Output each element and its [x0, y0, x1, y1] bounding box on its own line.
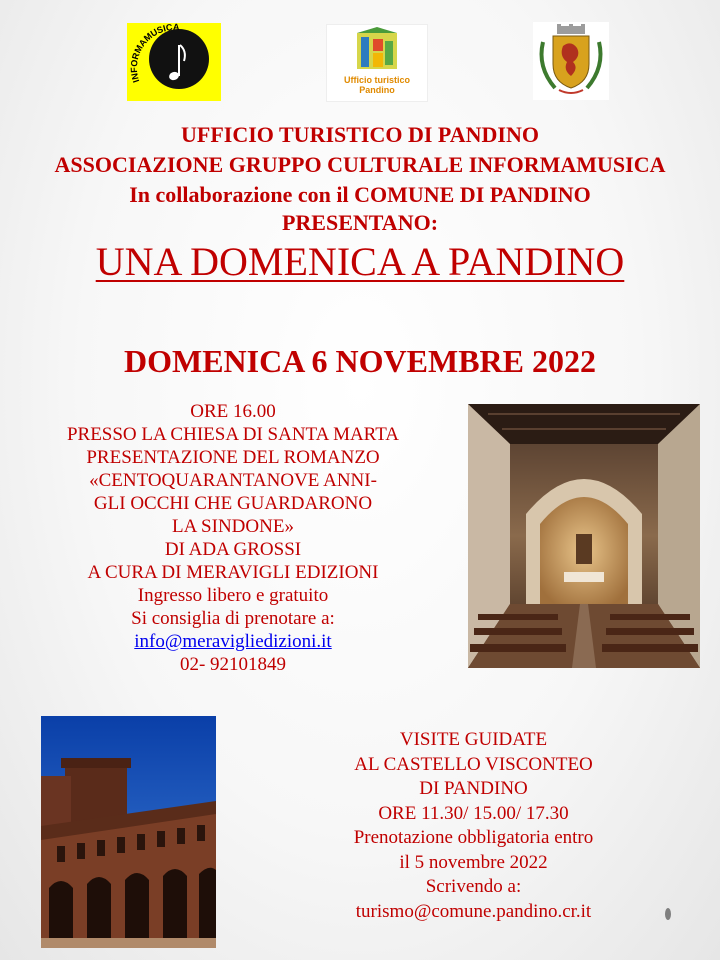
- event-line: PRESENTAZIONE DEL ROMANZO: [86, 447, 380, 468]
- visits-line: VISITE GUIDATE: [399, 729, 548, 750]
- music-note-icon: [127, 23, 221, 101]
- tourist-office-icon: [327, 25, 429, 75]
- ufficio-logo-line2: Pandino: [359, 85, 395, 95]
- coat-of-arms-icon: [533, 22, 609, 100]
- visits-line: AL CASTELLO VISCONTEO: [354, 753, 593, 775]
- event-line: GLI OCCHI CHE GUARDARONO: [93, 493, 373, 514]
- event-line: «CENTOQUARANTANOVE ANNI-: [89, 470, 377, 491]
- visits-line: Prenotazione obbligatoria entro: [353, 827, 594, 848]
- visits-line: Scrivendo a:: [425, 876, 522, 897]
- informamusica-logo-text: INFORMAMUSICA: [128, 23, 180, 84]
- email-link[interactable]: info@meravigliedizioni.it: [134, 631, 332, 652]
- informamusica-logo: [127, 23, 221, 101]
- event-line: DI ADA GROSSI: [164, 539, 302, 560]
- event-date: DOMENICA 6 NOVEMBRE 2022: [123, 343, 596, 379]
- castle-photo: [41, 716, 216, 948]
- event-line: A CURA DI MERAVIGLI EDIZIONI: [87, 562, 379, 583]
- phone-number: 02- 92101849: [179, 654, 287, 675]
- event-title-text: UNA DOMENICA A PANDINO: [95, 239, 625, 284]
- ufficio-logo-line1: Ufficio turistico: [343, 75, 410, 85]
- church-photo: [468, 404, 700, 668]
- ufficio-turistico-logo: [326, 24, 428, 102]
- event-line: Si consiglia di prenotare a:: [131, 608, 335, 629]
- comune-crest-logo: [533, 22, 609, 100]
- event-title: [0, 240, 720, 284]
- event-line: ORE 16.00: [190, 401, 276, 422]
- book-presentation-details: [20, 400, 446, 676]
- header-line-ufficio: UFFICIO TURISTICO DI PANDINO: [181, 122, 539, 147]
- visits-line: DI PANDINO: [419, 778, 528, 799]
- event-line: Ingresso libero e gratuito: [137, 585, 329, 606]
- event-line: PRESSO LA CHIESA DI SANTA MARTA: [66, 424, 400, 445]
- visits-email: turismo@comune.pandino.cr.it: [355, 900, 592, 922]
- email-line: [20, 630, 446, 653]
- event-line: LA SINDONE»: [172, 516, 294, 537]
- header-line-collaborazione: In collaborazione con il COMUNE DI PANDINO: [129, 182, 591, 207]
- header-line-presentano: PRESENTANO:: [281, 210, 439, 235]
- visits-line: il 5 novembre 2022: [399, 851, 548, 873]
- header-line-associazione: ASSOCIAZIONE GRUPPO CULTURALE INFORMAMUSICA: [54, 152, 666, 177]
- decorative-dot: [665, 908, 671, 920]
- castle-visits-details: [300, 728, 647, 924]
- visits-line: ORE 11.30/ 15.00/ 17.30: [378, 802, 569, 824]
